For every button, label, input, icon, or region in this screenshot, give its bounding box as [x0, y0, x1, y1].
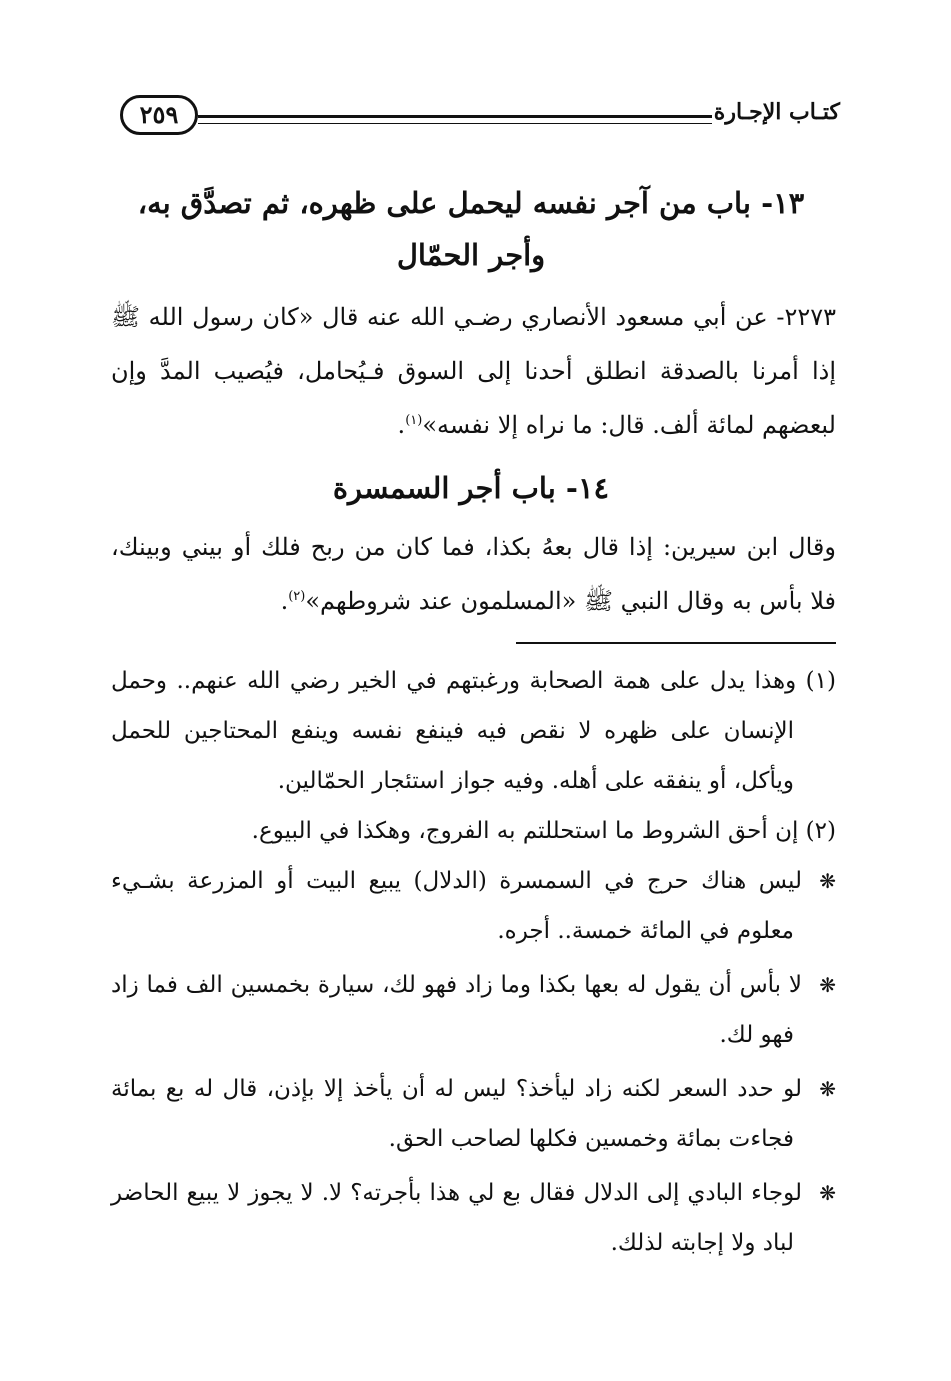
footnote-2: (٢) إن أحق الشروط ما استحللتم به الفروج، وهكذا في البيوع.: [251, 818, 836, 844]
page-number: ٢٥٩: [120, 95, 198, 135]
footnote-ref-2: (٢): [288, 589, 306, 604]
running-header: [120, 95, 840, 145]
chapter-heading-13: ١٣- باب من آجر نفسه ليحمل على ظهره، ثم تصدَّق به، وأجر الحمّال: [137, 186, 805, 272]
note-text: لوجاء البادي إلى الدلال فقال بع لي هذا بأجرته؟ لا. لا يجوز لا يبيع الحاضر لباد ولا إجابته لذلك.: [111, 1180, 802, 1256]
chapter-heading-14: ١٤- باب أجر السمسرة: [332, 471, 610, 505]
note-text: لا بأس أن يقول له بعها بكذا وما زاد فهو لك، سيارة بخمسين الف فما زاد فهو لك.: [111, 972, 802, 1048]
note-item: [111, 856, 836, 956]
ibn-sirin-end: .: [280, 587, 289, 615]
footnote-ref-1: (١): [405, 413, 423, 428]
hadith-end: .: [397, 411, 406, 439]
ibn-sirin-text: وقال ابن سيرين: إذا قال بعهُ بكذا، فما كان من ربح فلك أو بيني وبينك، فلا بأس به وقال النبي ﷺ «المسلمون عند شروطهم»: [111, 533, 836, 615]
star-bullet-icon: ❋: [819, 973, 836, 997]
hadith-paragraph: [111, 290, 836, 452]
star-bullet-icon: ❋: [819, 1077, 836, 1101]
note-text: لو حدد السعر لكنه زاد ليأخذ؟ ليس له أن يأخذ إلا بإذن، قال له بع بمائة فجاءت بمائة وخمسين فكلها لصاحب الحق.: [111, 1076, 802, 1152]
book-title: كتـاب الإجـارة: [713, 99, 840, 125]
note-text: ليس هناك حرج في السمسرة (الدلال) يبيع البيت أو المزرعة بشـيء معلوم في المائة خمسة.. أجره.: [111, 868, 802, 944]
header-rule: [198, 115, 712, 124]
footnote-separator: [516, 642, 836, 644]
ibn-sirin-paragraph: [111, 520, 836, 628]
footnotes-section: [111, 656, 836, 1272]
note-item: [111, 1168, 836, 1268]
hadith-text: ٢٢٧٣- عن أبي مسعود الأنصاري رضـي الله عنه قال «كان رسول الله ﷺ إذا أمرنا بالصدقة انطلق أحدنا إلى السوق فـيُحامل، فيُصيب المدَّ وإن لبعضهم لمائة ألف. قال: ما نراه إلا نفسه»: [111, 303, 836, 439]
star-bullet-icon: ❋: [819, 869, 836, 893]
note-item: [111, 960, 836, 1060]
footnote-1: (١) وهذا يدل على همة الصحابة ورغبتهم في الخير رضي الله عنهم.. وحمل الإنسان على ظهره لا نقص فيه فينفع نفسه وينفع المحتاجين للحمل ويأكل، أو ينفقه على أهله. وفيه جواز استئجار الحمّالين.: [111, 668, 836, 794]
note-item: [111, 1064, 836, 1164]
star-bullet-icon: ❋: [819, 1181, 836, 1205]
